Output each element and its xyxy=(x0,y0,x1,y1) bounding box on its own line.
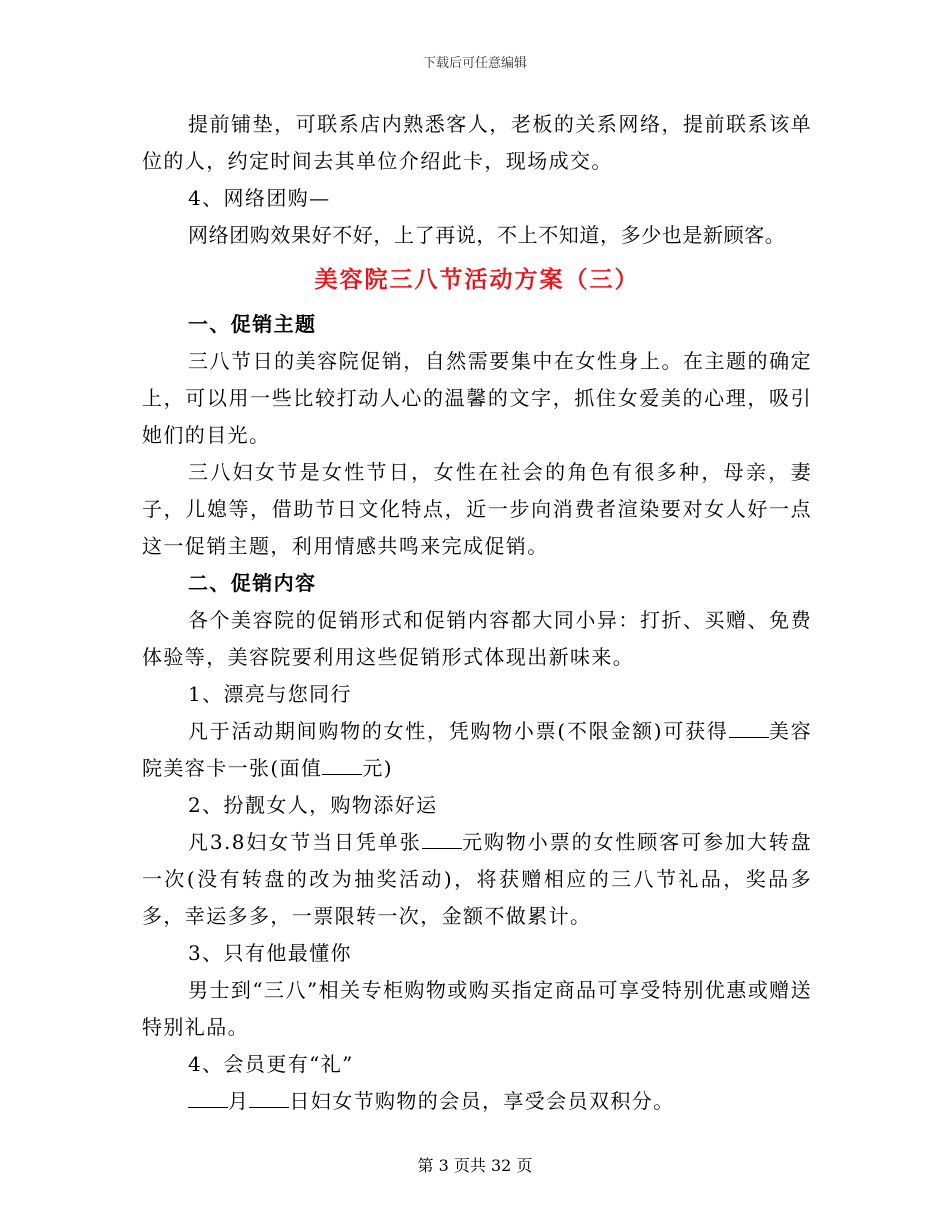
paragraph xyxy=(142,824,812,935)
paragraph: 各个美容院的促销形式和促销内容都大同小异：打折、买赠、免费体验等，美容院要利用这些促销形式体现出新味来。 xyxy=(142,608,812,669)
list-item-heading: 4、会员更有“礼” xyxy=(188,1052,354,1076)
paragraph-text: 月 xyxy=(228,1089,250,1113)
paragraph xyxy=(142,1083,812,1120)
fill-in-blank xyxy=(188,1089,228,1108)
section-title: 美容院三八节活动方案（三） xyxy=(314,266,640,293)
document-body xyxy=(142,106,812,1120)
paragraph-text: 凡3.8妇女节当日凭单张 xyxy=(188,830,422,854)
paragraph-text: 元) xyxy=(362,756,394,780)
paragraph-text: 日妇女节购物的会员，享受会员双积分。 xyxy=(289,1089,675,1113)
paragraph: 网络团购效果好不好，上了再说，不上不知道，多少也是新顾客。 xyxy=(188,223,786,247)
list-item-heading: 3、只有他最懂你 xyxy=(188,941,352,965)
page-footer: 第 3 页共 32 页 xyxy=(417,1156,533,1175)
paragraph: 三八节日的美容院促销，自然需要集中在女性身上。在主题的确定上，可以用一些比较打动人心的温馨的文字，抓住女爱美的心理，吸引她们的目光。 xyxy=(142,349,812,447)
list-item-heading: 1、漂亮与您同行 xyxy=(188,682,352,706)
list-item-heading: 4、网络团购— xyxy=(188,186,331,210)
list-item-heading: 2、扮靓女人，购物添好运 xyxy=(188,793,438,817)
page-header: 下载后可任意编辑 xyxy=(422,56,527,71)
paragraph-text: 元购物小票的女性顾客可参加大转盘一次(没有转盘的改为抽奖活动)，将获赠相应的三八节礼品，奖品多多，幸运多多，一票限转一次，金额不做累计。 xyxy=(142,830,812,928)
paragraph-text: 凡于活动期间购物的女性，凭购物小票(不限金额)可获得 xyxy=(188,719,729,743)
paragraph xyxy=(142,713,812,787)
paragraph: 三八妇女节是女性节日，女性在社会的角色有很多种，母亲，妻子，儿媳等，借助节日文化特点，近一步向消费者渲染要对女人好一点这一促销主题，利用情感共鸣来完成促销。 xyxy=(142,460,812,558)
paragraph-text: 美容院美容卡一张(面值 xyxy=(142,719,812,780)
fill-in-blank xyxy=(249,1089,289,1108)
section-heading: 二、促销内容 xyxy=(188,571,317,595)
paragraph: 男士到“三八”相关专柜购物或购买指定商品可享受特别优惠或赠送特别礼品。 xyxy=(142,978,812,1039)
fill-in-blank xyxy=(322,756,362,775)
paragraph: 提前铺垫，可联系店内熟悉客人，老板的关系网络，提前联系该单位的人，约定时间去其单位介绍此卡，现场成交。 xyxy=(142,112,812,173)
section-heading: 一、促销主题 xyxy=(188,312,317,336)
fill-in-blank xyxy=(422,830,462,849)
fill-in-blank xyxy=(729,719,769,738)
